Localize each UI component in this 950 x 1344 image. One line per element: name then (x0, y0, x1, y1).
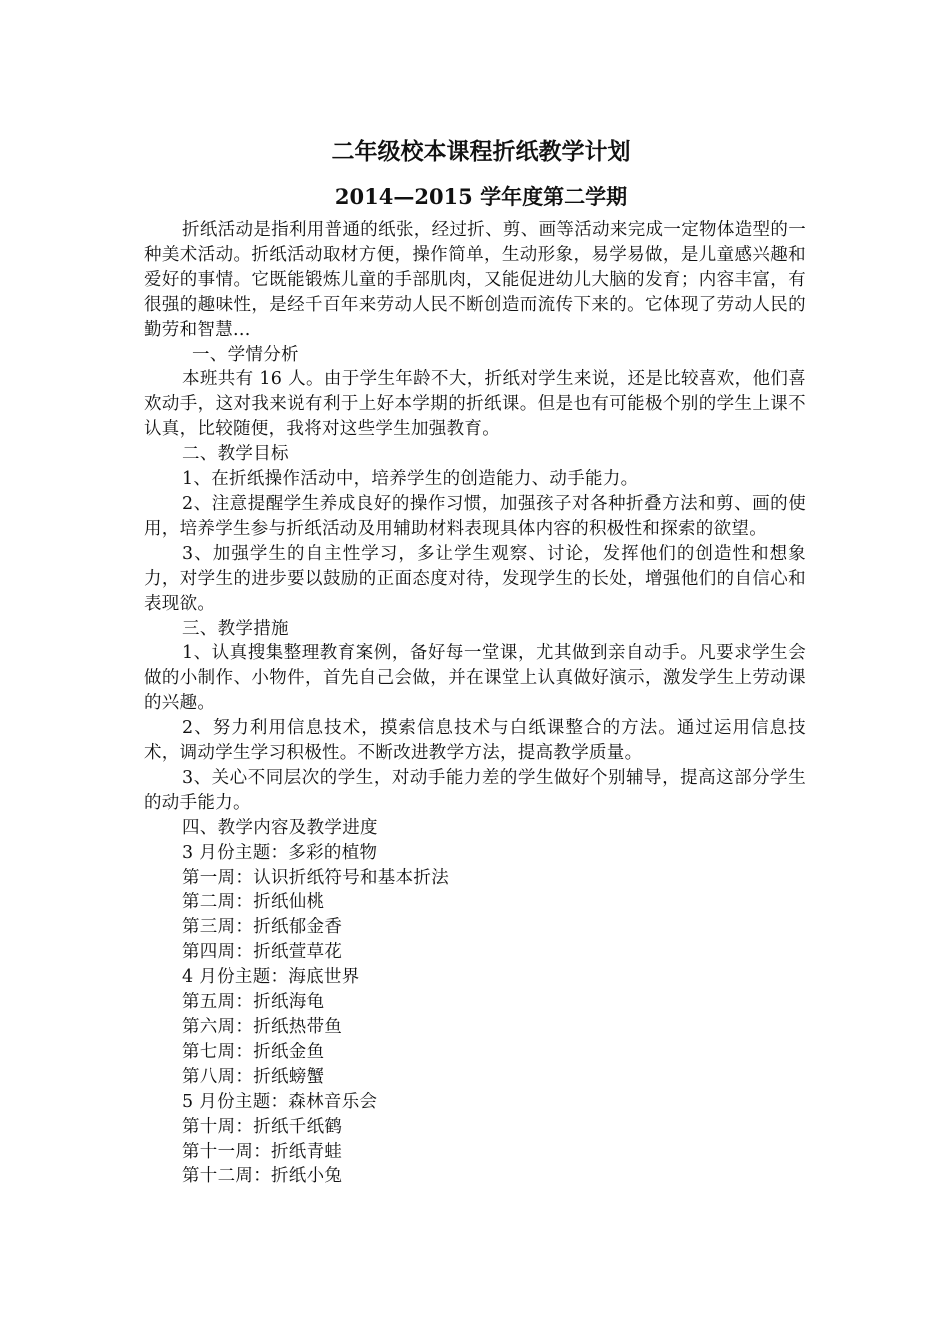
intro-paragraph: 折纸活动是指利用普通的纸张，经过折、剪、画等活动来完成一定物体造型的一种美术活动。折纸活动取材方便，操作简单，生动形象，易学易做，是儿童感兴趣和爱好的事情。它既能锻炼儿童的手部肌肉，又能促进幼儿大脑的发育；内容丰富，有很强的趣味性，是经千百年来劳动人民不断创造而流传下来的。它体现了劳动人民的勤劳和智慧... (144, 220, 806, 340)
schedule-line: 第一周：认识折纸符号和基本折法 (182, 867, 449, 888)
section-heading-measures: 三、教学措施 (182, 618, 289, 639)
schedule-line: 第二周：折纸仙桃 (182, 892, 325, 913)
measure-item: 3、关心不同层次的学生，对动手能力差的学生做好个别辅导，提高这部分学生的动手能力。 (144, 767, 806, 813)
schedule-line: 第十二周：折纸小兔 (182, 1166, 343, 1187)
section-heading-schedule: 四、教学内容及教学进度 (182, 817, 378, 838)
schedule-line: 第六周：折纸热带鱼 (182, 1017, 343, 1037)
schedule-line: 4 月份主题：海底世界 (182, 967, 360, 988)
schedule-line: 第八周：折纸螃蟹 (182, 1066, 325, 1087)
goal-item: 1、在折纸操作活动中，培养学生的创造能力、动手能力。 (182, 469, 639, 490)
document-title: 二年级校本课程折纸教学计划 (331, 138, 631, 165)
document-page (144, 136, 806, 1189)
measure-item: 2、努力利用信息技术，摸索信息技术与白纸课整合的方法。通过运用信息技术，调动学生学习积极性。不断改进教学方法，提高教学质量。 (144, 718, 806, 764)
analysis-paragraph: 本班共有 16 人。由于学生年龄不大，折纸对学生来说，还是比较喜欢，他们喜欢动手，这对我来说有利于上好本学期的折纸课。但是也有可能极个别的学生上课不认真，比较随便，我将对这些学生加强教育。 (144, 369, 806, 440)
section-heading-analysis: 一、学情分析 (192, 344, 299, 365)
schedule-line: 第三周：折纸郁金香 (182, 917, 343, 938)
schedule-line: 3 月份主题：多彩的植物 (182, 842, 378, 863)
schedule-line: 第七周：折纸金鱼 (182, 1041, 325, 1062)
measure-item: 1、认真搜集整理教育案例，备好每一堂课，尤其做到亲自动手。凡要求学生会做的小制作、小物件，首先自己会做，并在课堂上认真做好演示，激发学生上劳动课的兴趣。 (144, 643, 806, 714)
goal-item: 2、注意提醒学生养成良好的操作习惯，加强孩子对各种折叠方法和剪、画的使用，培养学生参与折纸活动及用辅助材料表现具体内容的积极性和探索的欲望。 (144, 493, 806, 539)
schedule-line: 第五周：折纸海龟 (182, 992, 325, 1013)
section-heading-goals: 二、教学目标 (182, 444, 289, 465)
schedule-line: 5 月份主题：森林音乐会 (182, 1091, 378, 1112)
goal-item: 3、加强学生的自主性学习，多让学生观察、讨论，发挥他们的创造性和想象力，对学生的进步要以鼓励的正面态度对待，发现学生的长处，增强他们的自信心和表现欲。 (144, 543, 806, 614)
schedule-line: 第十周：折纸千纸鹤 (182, 1116, 343, 1137)
schedule-line: 第十一周：折纸青蛙 (182, 1141, 343, 1162)
document-subtitle: 2014—2015 学年度第二学期 (334, 184, 628, 209)
schedule-line: 第四周：折纸萱草花 (182, 942, 343, 963)
